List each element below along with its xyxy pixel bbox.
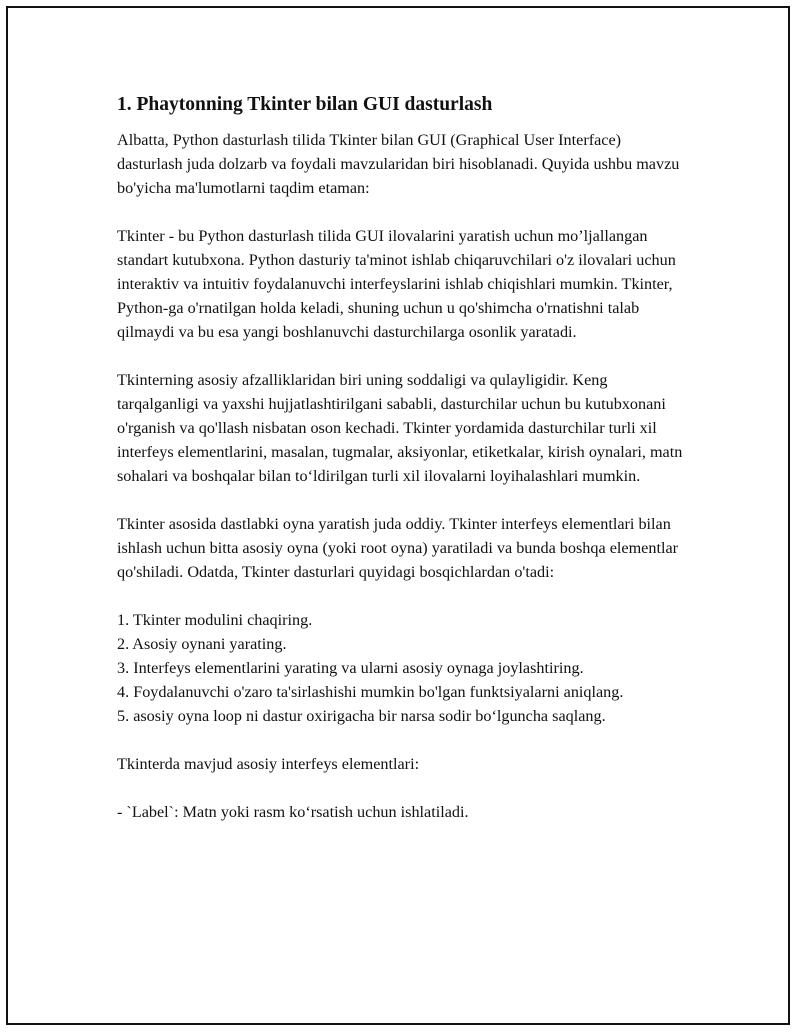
document-body	[117, 92, 689, 848]
label-element-item: - `Label`: Matn yoki rasm ko‘rsatish uchun ishlatiladi.	[117, 803, 469, 821]
root-window-paragraph: Tkinter asosida dastlabki oyna yaratish juda oddiy. Tkinter interfeys elementlari bilan ishlash uchun bitta asosiy oyna (yoki root oyna) yaratiladi va bunda boshqa elementlar qo'shiladi. Odatda, Tkinter dasturlari quyidagi bosqichlardan o'tadi:	[117, 515, 679, 581]
step-item: 2. Asosiy oynani yarating.	[117, 635, 287, 653]
step-item: 1. Tkinter modulini chaqiring.	[117, 611, 313, 629]
steps-list	[117, 608, 689, 728]
section-heading: 1. Phaytonning Tkinter bilan GUI dasturlash	[117, 94, 493, 115]
step-item: 4. Foydalanuvchi o'zaro ta'sirlashishi mumkin bo'lgan funktsiyalarni aniqlang.	[117, 683, 624, 701]
step-item: 3. Interfeys elementlarini yarating va ularni asosiy oynaga joylashtiring.	[117, 659, 584, 677]
step-item: 5. asosiy oyna loop ni dastur oxirigacha bir narsa sodir bo‘lguncha saqlang.	[117, 707, 606, 725]
intro-paragraph: Albatta, Python dasturlash tilida Tkinter bilan GUI (Graphical User Interface) dasturlash juda dolzarb va foydali mavzularidan biri hisoblanadi. Quyida ushbu mavzu bo'yicha ma'lumotlarni taqdim etaman:	[117, 131, 680, 197]
tkinter-definition-paragraph: Tkinter - bu Python dasturlash tilida GUI ilovalarini yaratish uchun mo’ljallangan standart kutubxona. Python dasturiy ta'minot ishlab chiqaruvchilari o'z ilovalari uchun interaktiv va intuitiv foydalanuvchi interfeyslarini ishlab chiqishlari mumkin. Tkinter, Python-ga o'rnatilgan holda keladi, shuning uchun u qo'shimcha o'rnatishni talab qilmaydi va bu esa yangi boshlanuvchi dasturchilarga osonlik yaratadi.	[117, 227, 676, 341]
elements-intro: Tkinterda mavjud asosiy interfeys elementlari:	[117, 755, 420, 773]
advantages-paragraph: Tkinterning asosiy afzalliklaridan biri uning soddaligi va qulayligidir. Keng tarqalganligi va yaxshi hujjatlashtirilgani sababli, dasturchilar uchun bu kutubxonani o'rganish va qo'llash nisbatan oson kechadi. Tkinter yordamida dasturchilar turli xil interfeys elementlarini, masalan, tugmalar, aksiyonlar, etiketkalar, kirish oynalari, matn sohalari va boshqalar bilan to‘ldirilgan turli xil ilovalarni loyihalashlari mumkin.	[117, 371, 683, 485]
